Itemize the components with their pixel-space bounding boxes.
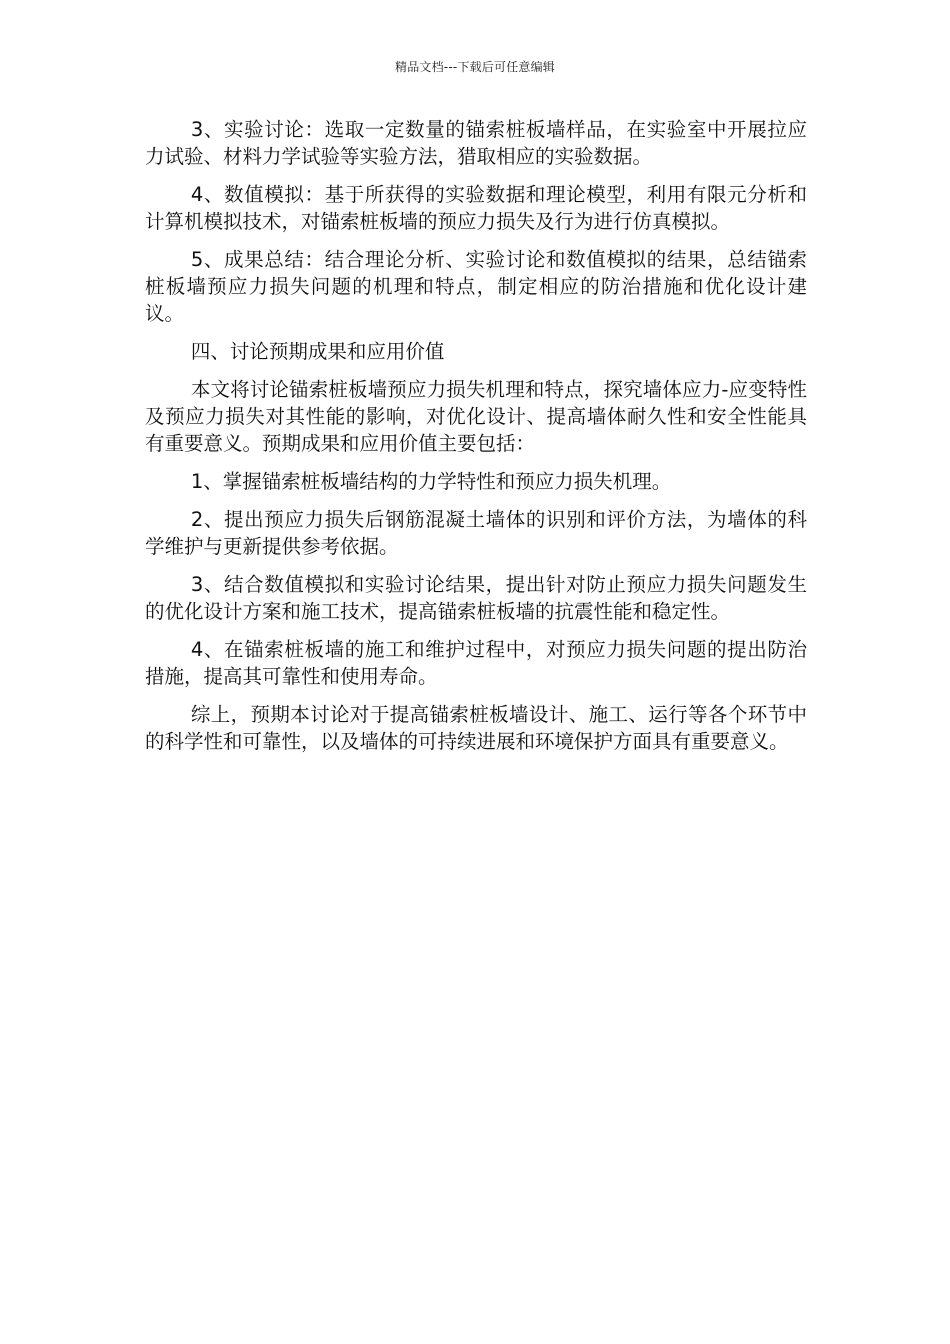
list-item-prevention-measures: 4、在锚索桩板墙的施工和维护过程中，对预应力损失问题的提出防治措施，提高其可靠性和使用寿命。 (145, 638, 807, 688)
paragraph-results-summary: 5、成果总结：结合理论分析、实验讨论和数值模拟的结果，总结锚索桩板墙预应力损失问题的机理和特点，制定相应的防治措施和优化设计建议。 (145, 248, 807, 325)
list-item-design-scheme: 3、结合数值模拟和实验讨论结果，提出针对防止预应力损失问题发生的优化设计方案和施工技术，提高锚索桩板墙的抗震性能和稳定性。 (145, 573, 807, 623)
paragraph-numerical-simulation: 4、数值模拟：基于所获得的实验数据和理论模型，利用有限元分析和计算机模拟技术，对锚索桩板墙的预应力损失及行为进行仿真模拟。 (145, 183, 807, 233)
paragraph-conclusion: 综上，预期本讨论对于提高锚索桩板墙设计、施工、运行等各个环节中的科学性和可靠性，以及墙体的可持续进展和环境保护方面具有重要意义。 (145, 703, 807, 753)
section-heading-expected-results: 四、讨论预期成果和应用价值 (190, 340, 445, 363)
list-item-mechanics: 1、掌握锚索桩板墙结构的力学特性和预应力损失机理。 (190, 470, 672, 493)
page-header: 精品文档---下载后可任意编辑 (395, 60, 555, 74)
paragraph-intro-value: 本文将讨论锚索桩板墙预应力损失机理和特点，探究墙体应力-应变特性及预应力损失对其性能的影响，对优化设计、提高墙体耐久性和安全性能具有重要意义。预期成果和应用价值主要包括： (145, 378, 807, 455)
list-item-evaluation-method: 2、提出预应力损失后钢筋混凝土墙体的识别和评价方法，为墙体的科学维护与更新提供参考依据。 (145, 508, 807, 558)
paragraph-experiment-discussion: 3、实验讨论：选取一定数量的锚索桩板墙样品，在实验室中开展拉应力试验、材料力学试验等实验方法，猎取相应的实验数据。 (145, 118, 807, 168)
document-body (145, 116, 807, 766)
